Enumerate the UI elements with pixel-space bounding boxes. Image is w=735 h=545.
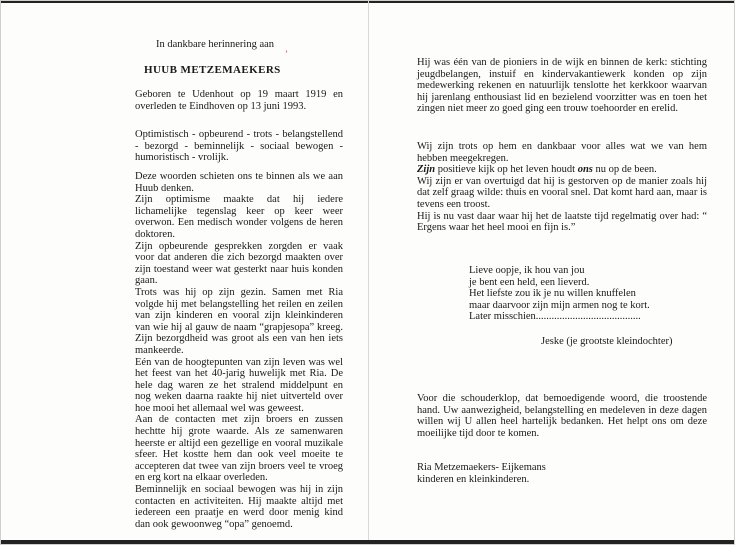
red-tick-mark: ʼ: [285, 49, 288, 59]
zijn-emphasis: Zijn: [417, 164, 436, 176]
ons-emphasis: ons: [577, 164, 593, 176]
intro-line: In dankbare herinnering aan: [155, 39, 275, 50]
poem-line: Lieve oopje, ik hou van jou: [469, 265, 585, 276]
proud-line: Wij zijn trots op hem en dankbaar voor alles wat we van hem hebben meegekregen.: [417, 141, 707, 164]
thanks-paragraph: Voor die schouderklop, dat bemoedigende woord, die troostende hand. Uw aanwezigheid, belangstelling en medeleven in deze dagen willen wij U allen heel hartelijk bedanken. Het helpt ons om deze moeilijke tijd door te komen.: [417, 393, 707, 439]
saying-line: Hij is nu vast daar waar hij het de laatste tijd regelmatig over had: “ Ergens waar het heel mooi en fijn is.”: [417, 210, 707, 234]
paragraph: Trots was hij op zijn gezin. Samen met Ria volgde hij met belangstelling het reilen en zeilen van zijn kinderen en vooral zijn kleinkinderen van wie hij al gauw de naam “grapjesopa” kreeg. Zijn bezorgdheid was groot als een van hen iets mankeerde.: [135, 286, 343, 356]
birth-death-line: Geboren te Udenhout op 19 maart 1919 en overleden te Eindhoven op 13 juni 1993.: [135, 89, 343, 112]
paragraph: Zijn opbeurende gesprekken zorgden er vaak voor dat anderen die zich bezorgd maakten over zijn toestand weer wat gesterkt naar huis konden gaan.: [135, 240, 343, 287]
scan-edge-bottom: [1, 540, 734, 544]
convinced-line: Wij zijn er van overtuigd dat hij is gestorven op de manier zoals hij dat zelf graag wilde: thuis en vooral snel. Dat komt hard aan, maar is tevens een troost.: [417, 175, 707, 210]
poem: [469, 265, 650, 323]
pioneer-paragraph: Hij was één van de pioniers in de wijk en binnen de kerk: stichting jeugdbelangen, instuif en kindervakantiewerk konden op zijn medewerking rekenen en natuurlijk tenslotte het kerkkoor waarvan hij jarenlang enthousiast lid en bezielend voorzitter was en toen het zingen niet meer zo goed ging een trouw toehoorder en erelid.: [417, 57, 707, 115]
poem-line: je bent een held, een lieverd.: [469, 276, 590, 288]
poem-signature: Jeske (je grootste kleindochter): [541, 336, 673, 347]
paragraph: Zijn optimisme maakte dat hij iedere lichamelijke tegenslag keer op keer weer overwon. Een medisch wonder volgens de heren doktoren.: [135, 194, 343, 240]
family-signature-line-1: Ria Metzemaekers- Eijkemans: [417, 462, 546, 473]
positive-line: [417, 164, 707, 176]
card-fold-line: [368, 1, 369, 544]
paragraph: Deze woorden schieten ons te binnen als we aan Huub denken.: [135, 171, 343, 194]
gratitude-text: [417, 141, 707, 234]
poem-line: maar daarvoor zijn mijn armen nog te kort.: [469, 299, 650, 311]
positive-mid: positieve kijk op het leven houdt: [435, 164, 578, 176]
deceased-name: HUUB METZEMAEKERS: [144, 64, 281, 76]
family-signature-line-2: kinderen en kleinkinderen.: [417, 474, 530, 485]
poem-line: Later misschien........................................: [469, 311, 641, 323]
traits-line: Optimistisch - opbeurend - trots - belangstellend - bezorgd - beminnelijk - sociaal bewogen - humoristisch - vrolijk.: [135, 129, 343, 164]
positive-end: nu op de been.: [592, 164, 657, 176]
poem-line: Het liefste zou ik je nu willen knuffelen: [469, 288, 636, 300]
paragraph: Beminnelijk en sociaal bewogen was hij in zijn contacten en activiteiten. Hij maakte altijd met iedereen een praatje en werd door menig kind dan ook gewoonweg “opa” genoemd.: [135, 484, 343, 530]
paragraph: Aan de contacten met zijn broers en zussen hechtte hij grote waarde. Als ze samenwaren heerste er altijd een gezellige en vooral muzikale sfeer. Het kostte hem dan ook veel moeite te accepteren dat twee van zijn broers veel te vroeg en erg kort na elkaar overleden.: [135, 414, 343, 484]
tribute-text: [135, 171, 343, 530]
paragraph: Eén van de hoogtepunten van zijn leven was wel het feest van het 40-jarig huwelijk met Ria. De hele dag waren ze het stralend middelpunt en nog weken daarna raakte hij niet uitverteld over hoe mooi het allemaal wel was geweest.: [135, 356, 343, 414]
